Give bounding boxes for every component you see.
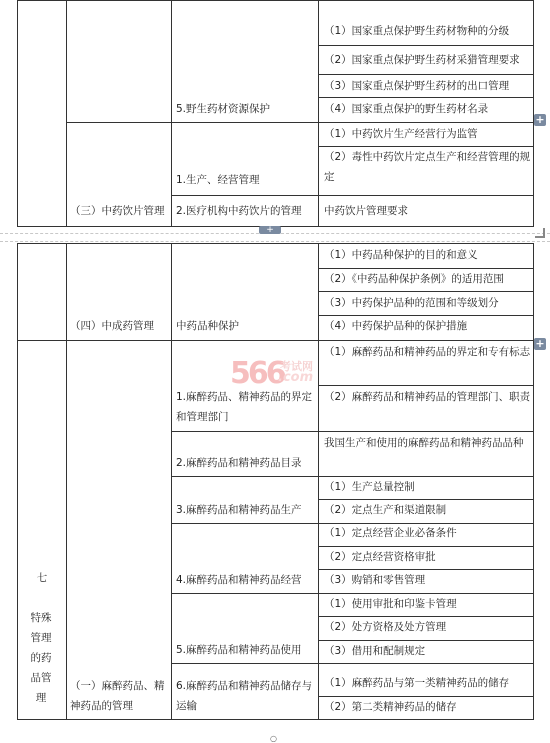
table-border [171, 195, 534, 196]
table-border [171, 431, 534, 432]
table-cell: 中药品种保护 [176, 320, 239, 332]
table-cell: （2）麻醉药品和精神药品的管理部门、职责 [324, 391, 531, 403]
page-mark-icon: ○ [270, 734, 277, 743]
watermark-domain: .com [278, 370, 314, 385]
table-cell: （1）中药品种保护的目的和意义 [324, 249, 478, 261]
table-move-handle-icon[interactable]: + [259, 226, 281, 234]
table-cell: （1）国家重点保护野生药材物种的分级 [324, 25, 510, 37]
table-cell: （1）生产总量控制 [324, 481, 415, 493]
table-border [533, 0, 534, 226]
table-cell: （1）定点经营企业必备条件 [324, 527, 457, 539]
table-border [318, 0, 319, 226]
table-cell: （1）麻醉药品和精神药品的界定和专有标志 [324, 346, 531, 358]
table-border [318, 385, 534, 386]
section-title: 特殊管理的药品管理 [30, 612, 52, 704]
table-cell: （4）中药保护品种的保护措施 [324, 320, 468, 332]
table-cell: 我国生产和使用的麻醉药品和精神药品品种 [324, 437, 524, 449]
table-cell: （2）第二类精神药品的储存 [324, 701, 457, 713]
table-border [318, 315, 534, 316]
table-border [171, 523, 534, 524]
table-border [318, 616, 534, 617]
table-cell: 3.麻醉药品和精神药品生产 [176, 504, 302, 516]
table-cell: 1.生产、经营管理 [176, 174, 260, 186]
table-cell: （2）处方资格及处方管理 [324, 621, 447, 633]
table-border [66, 122, 534, 123]
table-border [17, 340, 534, 341]
table-border [171, 663, 534, 664]
table-border [318, 569, 534, 570]
table-border [318, 268, 534, 269]
table-border [17, 243, 534, 244]
table-cell: （3）购销和零售管理 [324, 574, 426, 586]
table-border [171, 593, 534, 594]
table-cell: （2）国家重点保护野生药材采猎管理要求 [324, 54, 520, 66]
table-cell: 中药饮片管理要求 [324, 205, 408, 217]
table-cell: （2）定点经营资格审批 [324, 551, 436, 563]
table-border [17, 243, 18, 720]
table-cell: （3）国家重点保护野生药材的出口管理 [324, 80, 510, 92]
table-cell: 5.麻醉药品和精神药品使用 [176, 644, 302, 656]
table-border [318, 696, 534, 697]
table-cell: 1.麻醉药品、精神药品的界定和管理部门 [176, 391, 313, 423]
table-border [318, 499, 534, 500]
table-cell: （3）借用和配制规定 [324, 645, 426, 657]
table-border [318, 74, 534, 75]
table-cell: （4）国家重点保护的野生药材名录 [324, 103, 489, 115]
table-cell: （2）《中药品种保护条例》的适用范围 [324, 273, 504, 285]
table-border [318, 546, 534, 547]
table-cell: （三）中药饮片管理 [70, 205, 165, 217]
table-cell: （四）中成药管理 [70, 320, 154, 332]
table-border [66, 243, 67, 720]
table-border [318, 97, 534, 98]
table-border [66, 0, 67, 226]
table-border [17, 0, 534, 1]
table-border [171, 243, 172, 720]
table-cell: （2）毒性中药饮片定点生产和经营管理的规定 [324, 151, 531, 183]
table-resize-icon[interactable] [535, 228, 545, 238]
watermark-logo [230, 356, 330, 392]
add-column-icon[interactable]: + [535, 113, 545, 126]
table-border [318, 640, 534, 641]
table-cell: （1）使用审批和印鉴卡管理 [324, 598, 457, 610]
table-border [318, 291, 534, 292]
watermark-label: 考试网 [280, 360, 313, 373]
page-break-line [0, 241, 550, 242]
section-number: 七 [36, 572, 48, 584]
table-cell: （1）中药饮片生产经营行为监管 [324, 128, 478, 140]
table-cell: （一）麻醉药品、精神药品的管理 [70, 680, 165, 712]
watermark-number: 566 [230, 356, 284, 391]
table-cell: 4.麻醉药品和精神药品经营 [176, 574, 302, 586]
table-cell: 2.麻醉药品和精神药品目录 [176, 457, 302, 469]
table-border [171, 0, 172, 226]
table-cell: （3）中药保护品种的范围和等级划分 [324, 297, 499, 309]
table-border [171, 476, 534, 477]
table-cell: 2.医疗机构中药饮片的管理 [176, 205, 302, 217]
table-border [17, 0, 18, 226]
table-border [318, 45, 534, 46]
table-cell: 6.麻醉药品和精神药品储存与运输 [176, 680, 313, 712]
table-cell: 5.野生药材资源保护 [176, 103, 271, 115]
table-cell: （1）麻醉药品与第一类精神药品的储存 [324, 677, 510, 689]
table-cell: （2）定点生产和渠道限制 [324, 504, 447, 516]
add-column-icon[interactable]: + [535, 337, 545, 350]
table-border [17, 719, 534, 720]
